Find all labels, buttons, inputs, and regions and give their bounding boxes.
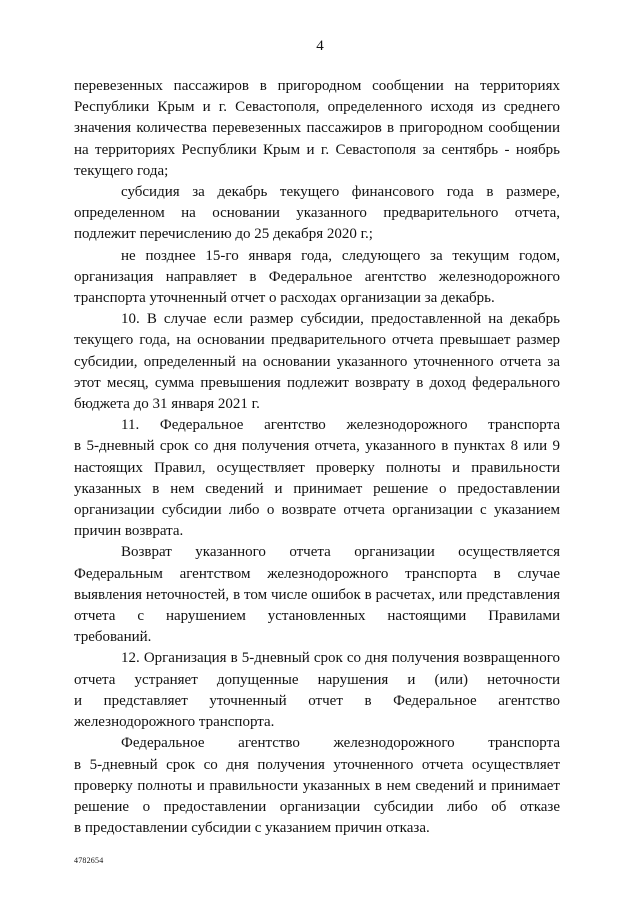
text-line: 10. В случае если размер субсидии, предоставленной на декабрь [121,311,560,328]
text-line: перевезенных пассажиров в пригородном сообщении на территориях [74,78,560,94]
text-line: этот месяц, сумма превышения подлежит возврату в доход федерального [74,374,560,391]
paragraph-clause-11 [74,415,560,542]
paragraph-december-subsidy [74,182,560,246]
text-line: значения количества перевезенных пассажиров в пригородном сообщении [74,120,560,137]
document-code: 4782654 [74,856,104,865]
text-line: на территориях Республики Крым и г. Севастополя за сентябрь - ноябрь [74,141,560,158]
text-line: в 5-дневный срок со дня получения уточненного отчета осуществляет [74,756,560,773]
document-body [74,76,560,839]
text-line: отчета с нарушением установленных настоящими Правилами [74,608,560,625]
text-line: железнодорожного транспорта. [74,714,275,731]
text-line: текущего года; [74,162,169,179]
text-line: Федеральное агентство железнодорожного транспорта [121,735,560,752]
text-line: отчета устраняет допущенные нарушения и (или) неточности [74,671,560,688]
paragraph-passenger-count [74,76,560,182]
text-line: бюджета до 31 января 2021 г. [74,396,260,413]
text-line: указанных в нем сведений и принимает решение о предоставлении [74,480,560,497]
text-line: проверку полноты и правильности указанных в нем сведений и принимает [74,777,560,794]
text-line: в предоставлении субсидии с указанием причин отказа. [74,820,430,837]
text-line: Возврат указанного отчета организации осуществляется [121,544,560,561]
text-line: причин возврата. [74,523,184,540]
text-line: субсидии, определенный на основании указанного уточненного отчета за [74,353,560,370]
text-line: организации субсидии либо о возврате отчета организации с указанием [74,502,560,519]
text-line: настоящих Правил, осуществляет проверку полноты и правильности [74,459,560,476]
text-line: транспорта уточненный отчет о расходах организации за декабрь. [74,290,495,307]
text-line: Республики Крым и г. Севастополя, определенного исходя из среднего [74,99,560,116]
text-line: требований. [74,629,152,646]
text-line: текущего года, на основании предварительного отчета превышает размер [74,332,560,349]
text-line: в 5-дневный срок со дня получения отчета, указанного в пунктах 8 или 9 [74,438,560,455]
text-line: не позднее 15-го января года, следующего за текущим годом, [121,247,560,264]
text-line: 12. Организация в 5-дневный срок со дня получения возвращенного [121,650,560,667]
paragraph-agency-decision [74,733,560,839]
text-line: 11. Федеральное агентство железнодорожного транспорта [121,417,560,434]
text-line: субсидия за декабрь текущего финансового года в размере, [121,184,560,201]
paragraph-clause-10 [74,309,560,415]
text-line: Федеральным агентством железнодорожного транспорта в случае [74,565,560,582]
text-line: выявления неточностей, в том числе ошибок в расчетах, или представления [74,586,560,603]
text-line: и представляет уточненный отчет в Федеральное агентство [74,692,560,709]
text-line: организация направляет в Федеральное агентство железнодорожного [74,268,560,285]
page-number: 4 [316,38,324,54]
paragraph-clause-12 [74,648,560,733]
paragraph-report-return [74,542,560,648]
paragraph-refined-report [74,246,560,310]
text-line: решение о предоставлении организации субсидии либо об отказе [74,798,560,815]
text-line: подлежит перечислению до 25 декабря 2020 г.; [74,226,373,243]
text-line: определенном на основании указанного предварительного отчета, [74,205,560,222]
